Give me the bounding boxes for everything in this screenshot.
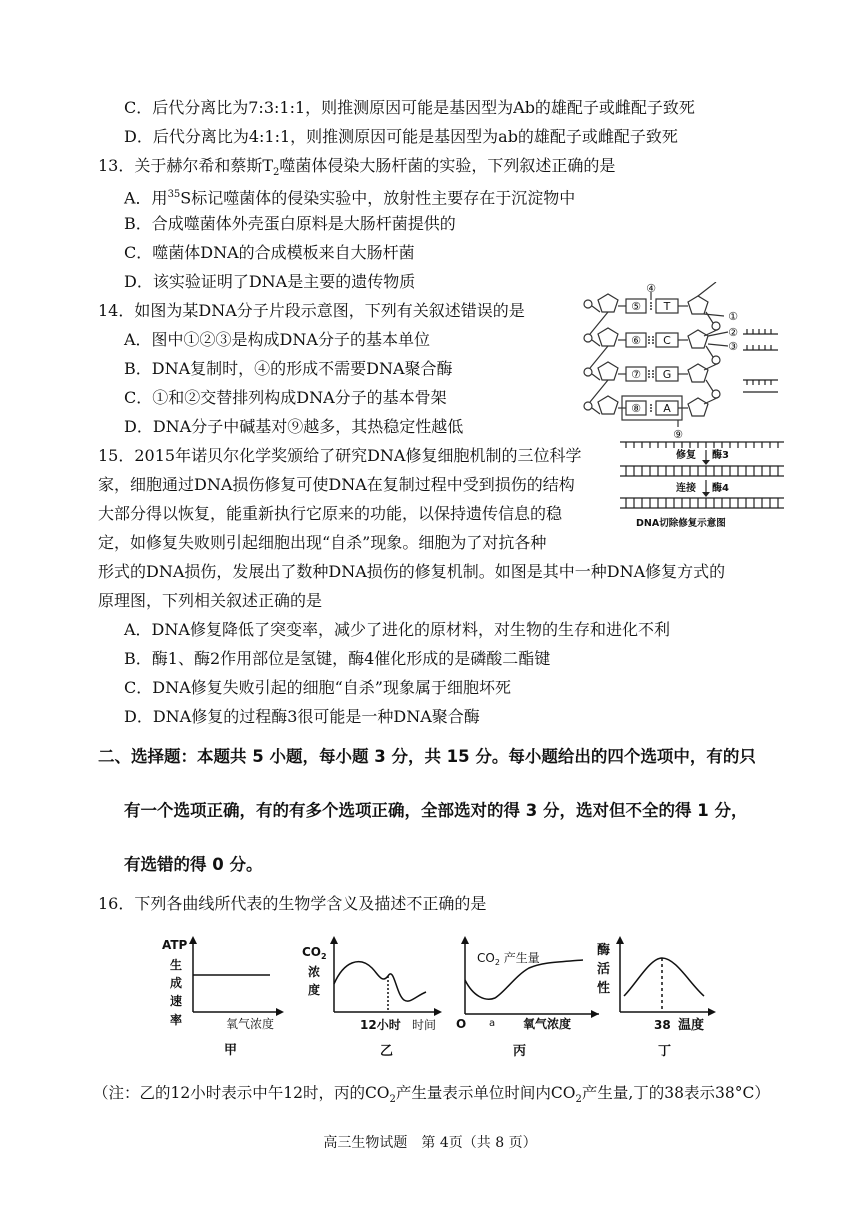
yi-ylabel-1: $CO_2$ (302, 945, 327, 961)
q15-option-c: C．DNA修复失败引起的细胞“自杀”现象属于细胞坏死 (124, 678, 511, 697)
label-9: ⑨ (673, 428, 683, 441)
phosphate-circle (584, 402, 592, 410)
jia-ylabel-3: 成 (170, 976, 183, 990)
section2-line-2: 有一个选项正确，有的有多个选项正确，全部选对的得 3 分，选对但不全的得 1 分， (124, 801, 748, 820)
label-6: ⑥ (631, 334, 641, 347)
q13-option-d: D．该实验证明了DNA是主要的遗传物质 (124, 272, 416, 291)
base-c: C (663, 334, 671, 347)
sugar-pentagon (598, 396, 618, 414)
sugar-pentagon (598, 328, 618, 346)
q14-option-d: D．DNA分子中碱基对⑨越多，其热稳定性越低 (124, 417, 464, 436)
sugar-pentagon (688, 296, 708, 314)
jia-ylabel-2: 生 (170, 958, 183, 972)
ding-ylabel-2: 活 (597, 962, 611, 977)
label-5: ⑤ (631, 300, 641, 313)
bing-origin: O (456, 1017, 467, 1031)
ding-xlabel: 温度 (678, 1018, 705, 1033)
q13-option-a: A．用$^{35}$S标记噬菌体的侵染实验中，放射性主要存在于沉淀物中 (124, 188, 576, 208)
repair-label: 修复 (676, 450, 696, 461)
sugar-pentagon (598, 362, 618, 380)
sugar-pentagon (598, 294, 618, 312)
yi-curve (334, 962, 426, 1001)
q13-option-b: B．合成噬菌体外壳蛋白原料是大肠杆菌提供的 (124, 214, 456, 233)
label-7: ⑦ (631, 368, 641, 381)
bing-label: 丙 (513, 1044, 527, 1059)
ding-label: 丁 (658, 1044, 672, 1059)
jia-label: 甲 (224, 1043, 238, 1058)
base-a: A (663, 402, 671, 415)
label-3: ③ (728, 340, 738, 353)
label-8: ⑧ (631, 402, 641, 415)
label-2: ② (728, 326, 738, 339)
q15-line-4: 定，如修复失败则引起细胞出现“自杀”现象。细胞为了对抗各种 (98, 533, 547, 552)
q16-note: （注：乙的12小时表示中午12时，丙的$CO_2$产生量表示单位时间内$CO_2$产生量,丁的38表示38°C） (93, 1084, 770, 1106)
q13-stem: 13．关于赫尔希和蔡斯$T_2$噬菌体侵染大肠杆菌的实验，下列叙述正确的是 (98, 156, 616, 179)
graph-yi (300, 936, 450, 1061)
yi-ylabel-3: 度 (308, 983, 321, 997)
phosphate-circle (584, 300, 592, 308)
q12-option-d: D．后代分离比为4:1:1，则推测原因可能是基因型为ab的雄配子或雌配子致死 (124, 127, 678, 146)
yi-ylabel-2: 浓 (308, 965, 321, 979)
repair-caption: DNA切除修复示意图 (636, 518, 726, 529)
section2-line-1: 二、选择题：本题共 5 小题，每小题 3 分，共 15 分。每小题给出的四个选项中，有的只 (98, 747, 756, 766)
jia-ylabel-5: 率 (170, 1013, 183, 1027)
q16-stem: 16．下列各曲线所代表的生物学含义及描述不正确的是 (98, 894, 487, 913)
q12-option-c: C．后代分离比为7:3:1:1，则推测原因可能是基因型为Ab的雄配子或雌配子致死 (124, 98, 695, 117)
bing-curve (465, 960, 583, 999)
q15-line-1: 15．2015年诺贝尔化学奖颁给了研究DNA修复细胞机制的三位科学 (98, 446, 582, 465)
q15-line-3: 大部分得以恢复，能重新执行它原来的功能，以保持遗传信息的稳 (98, 504, 563, 523)
q15-option-d: D．DNA修复的过程酶3很可能是一种DNA聚合酶 (124, 707, 480, 726)
ding-mark-38: 38 (654, 1018, 671, 1032)
page-footer: 高三生物试题 第 4页（共 8 页） (323, 1135, 537, 1151)
jia-ylabel-4: 速 (170, 994, 183, 1008)
section2-line-3: 有选错的得 0 分。 (124, 855, 263, 874)
yi-xlabel-time: 时间 (412, 1018, 437, 1032)
ding-curve (624, 958, 704, 996)
connect-label: 连接 (676, 483, 696, 494)
dna-repair-figure (618, 440, 788, 532)
q15-option-a: A．DNA修复降低了突变率，减少了进化的原材料，对生物的生存和进化不利 (124, 620, 670, 639)
sugar-pentagon (688, 330, 708, 348)
ding-ylabel-1: 酶 (597, 943, 611, 958)
sugar-pentagon (688, 398, 708, 416)
q15-line-6: 原理图，下列相关叙述正确的是 (98, 591, 323, 610)
q14-option-a: A．图中①②③是构成DNA分子的基本单位 (124, 330, 430, 349)
bing-xlabel: 氧气浓度 (523, 1017, 572, 1031)
label-1: ① (728, 310, 738, 323)
jia-ylabel-1: ATP (162, 938, 188, 952)
q14-option-b: B．DNA复制时，④的形成不需要DNA聚合酶 (124, 359, 453, 378)
q13-option-c: C．噬菌体DNA的合成模板来自大肠杆菌 (124, 243, 415, 262)
graph-ding (592, 936, 722, 1061)
yi-label: 乙 (380, 1044, 394, 1059)
graph-bing (455, 936, 603, 1061)
q14-option-c: C．①和②交替排列构成DNA分子的基本骨架 (124, 388, 447, 407)
graph-jia (160, 936, 295, 1061)
q14-stem: 14．如图为某DNA分子片段示意图，下列有关叙述错误的是 (98, 301, 525, 320)
dna-fragment-figure (578, 282, 778, 444)
q15-line-5: 形式的DNA损伤，发展出了数种DNA损伤的修复机制。如图是其中一种DNA修复方式的 (98, 562, 726, 581)
label-4: ④ (646, 282, 656, 295)
phosphate-circle (584, 368, 592, 376)
jia-xlabel: 氧气浓度 (226, 1017, 275, 1031)
q15-option-b: B．酶1、酶2作用部位是氢键，酶4催化形成的是磷酸二酯键 (124, 649, 551, 668)
enzyme4-label: 酶4 (712, 483, 729, 494)
base-g: G (662, 368, 672, 381)
sugar-pentagon (688, 364, 708, 382)
q15-line-2: 家，细胞通过DNA损伤修复可使DNA在复制过程中受到损伤的结构 (98, 475, 575, 494)
base-t: T (663, 300, 671, 313)
bing-title: $CO_2$ 产生量 (477, 951, 540, 967)
ding-ylabel-3: 性 (597, 981, 611, 996)
phosphate-circle (584, 334, 592, 342)
yi-xlabel-12h: 12小时 (360, 1018, 401, 1032)
bing-mark-a: a (489, 1018, 496, 1029)
enzyme3-label: 酶3 (712, 450, 729, 461)
